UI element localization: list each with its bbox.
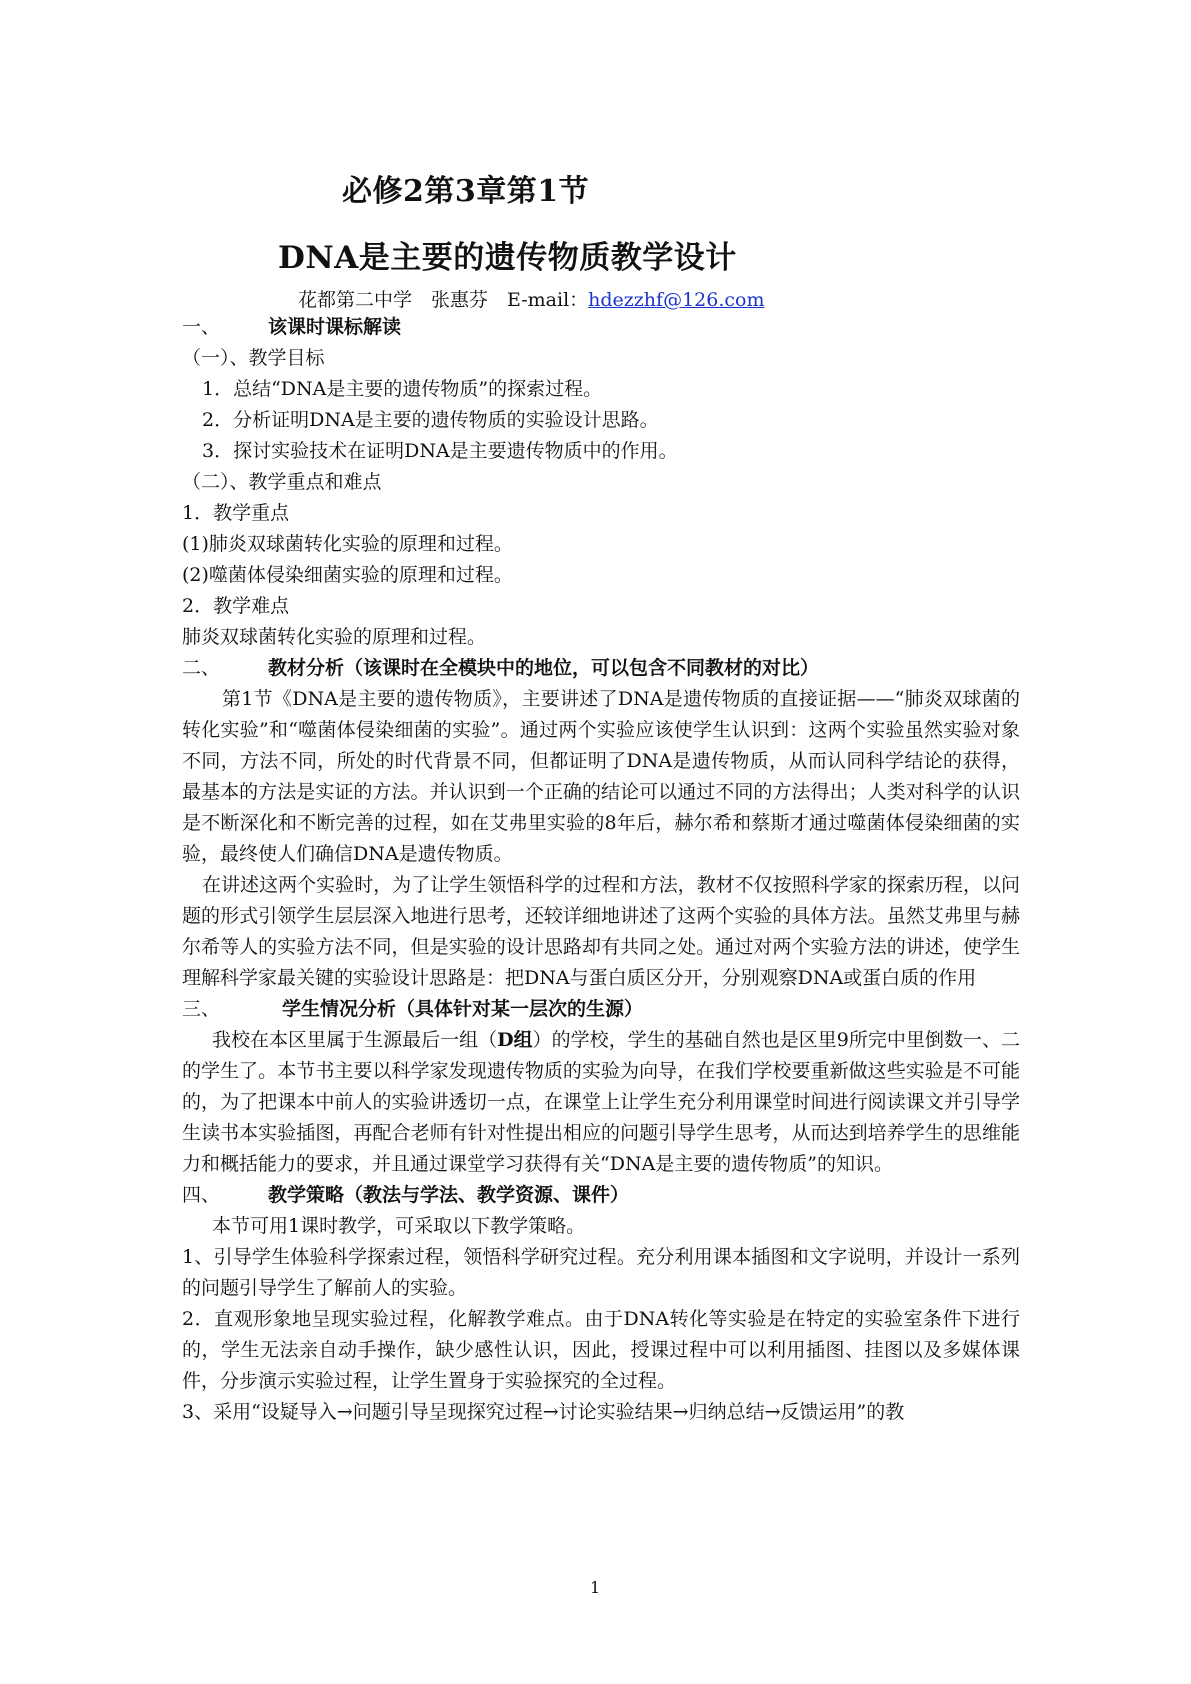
student-analysis-text-end: ）的学校，学生的基础自然也是区里9所完中里倒数一、二的学生了。本节书主要以科学家发现遗传物质的实验为向导，在我们学校要重新做这些实验是不可能的，为了把课本中前人的实验讲透切一点，在课堂上让学生充分利用课堂时间进行阅读课文并引导学生读书本实验插图，再配合老师有针对性提出相应的问题引导学生思考，从而达到培养学生的思维能力和概括能力的要求，并且通过课堂学习获得有关“DNA是主要的遗传物质”的知识。 [182, 1029, 1020, 1175]
page-number: 1 [590, 1578, 601, 1597]
section-4-number: 四、 [182, 1184, 221, 1206]
difficulty-title: 2．教学难点 [182, 595, 290, 617]
document-body [182, 312, 1020, 1428]
subsection-goals-heading: （一）、教学目标 [182, 347, 325, 369]
textbook-analysis-paragraph-1: 第1节《DNA是主要的遗传物质》，主要讲述了DNA是遗传物质的直接证据——“肺炎双球菌的转化实验”和“噬菌体侵染细菌的实验”。通过两个实验应该使学生认识到：这两个实验虽然实验对象不同，方法不同，所处的时代背景不同，但都证明了DNA是遗传物质，从而认同科学结论的获得，最基本的方法是实证的方法。并认识到一个正确的结论可以通过不同的方法得出；人类对科学的认识是不断深化和不断完善的过程，如在艾弗里实验的8年后，赫尔希和蔡斯才通过噬菌体侵染细菌的实验，最终使人们确信DNA是遗传物质。 [182, 688, 1020, 865]
section-4-heading [182, 1180, 1020, 1211]
student-analysis-group: D组 [497, 1029, 533, 1051]
student-analysis-text-start: 我校在本区里属于生源最后一组（ [212, 1029, 498, 1051]
subsection-key-points-heading: （二）、教学重点和难点 [182, 471, 382, 493]
goal-item: 3．探讨实验技术在证明DNA是主要遗传物质中的作用。 [202, 440, 678, 462]
lesson-title: DNA是主要的遗传物质教学设计 [278, 240, 737, 276]
key-point-item: (2)噬菌体侵染细菌实验的原理和过程。 [182, 564, 513, 586]
author-text: 花都第二中学 张惠芬 E-mail： [298, 289, 589, 311]
section-2-heading [182, 653, 1020, 684]
email-link[interactable]: hdezzhf@126.com [588, 289, 765, 311]
strategy-item-1: 1、引导学生体验科学探索过程，领悟科学研究过程。充分利用课本插图和文字说明，并设计一系列的问题引导学生了解前人的实验。 [182, 1246, 1020, 1299]
section-2-title: 教材分析（该课时在全模块中的地位，可以包含不同教材的对比） [268, 657, 820, 679]
difficulty-text: 肺炎双球菌转化实验的原理和过程。 [182, 626, 487, 648]
section-2-number: 二、 [182, 657, 221, 679]
section-3-number: 三、 [182, 998, 221, 1020]
strategy-item-2: 2．直观形象地呈现实验过程，化解教学难点。由于DNA转化等实验是在特定的实验室条件下进行的，学生无法亲自动手操作，缺少感性认识，因此，授课过程中可以利用插图、挂图以及多媒体课件，分步演示实验过程，让学生置身于实验探究的全过程。 [182, 1308, 1020, 1392]
key-point-item: (1)肺炎双球菌转化实验的原理和过程。 [182, 533, 513, 555]
section-1-heading [182, 312, 1020, 343]
section-4-title: 教学策略（教法与学法、教学资源、课件） [268, 1184, 630, 1206]
strategy-intro: 本节可用1课时教学，可采取以下教学策略。 [212, 1215, 586, 1237]
key-points-title: 1．教学重点 [182, 502, 290, 524]
textbook-analysis-paragraph-2: 在讲述这两个实验时，为了让学生领悟科学的过程和方法，教材不仅按照科学家的探索历程，以问题的形式引领学生层层深入地进行思考，还较详细地讲述了这两个实验的具体方法。虽然艾弗里与赫尔希等人的实验方法不同，但是实验的设计思路却有共同之处。通过对两个实验方法的讲述，使学生理解科学家最关键的实验设计思路是：把DNA与蛋白质区分开，分别观察DNA或蛋白质的作用 [182, 874, 1020, 989]
section-3-heading [182, 994, 1020, 1025]
goal-item: 2．分析证明DNA是主要的遗传物质的实验设计思路。 [202, 409, 659, 431]
section-1-title: 该课时课标解读 [268, 316, 402, 338]
author-line [298, 285, 764, 312]
section-1-number: 一、 [182, 316, 221, 338]
section-3-title: 学生情况分析（具体针对某一层次的生源） [282, 998, 644, 1020]
strategy-item-3: 3、采用“设疑导入→问题引导呈现探究过程→讨论实验结果→归纳总结→反馈运用”的教 [182, 1401, 905, 1423]
chapter-title: 必修2第3章第1节 [342, 174, 590, 209]
goal-item: 1．总结“DNA是主要的遗传物质”的探索过程。 [202, 378, 603, 400]
student-analysis-paragraph [182, 1025, 1020, 1180]
